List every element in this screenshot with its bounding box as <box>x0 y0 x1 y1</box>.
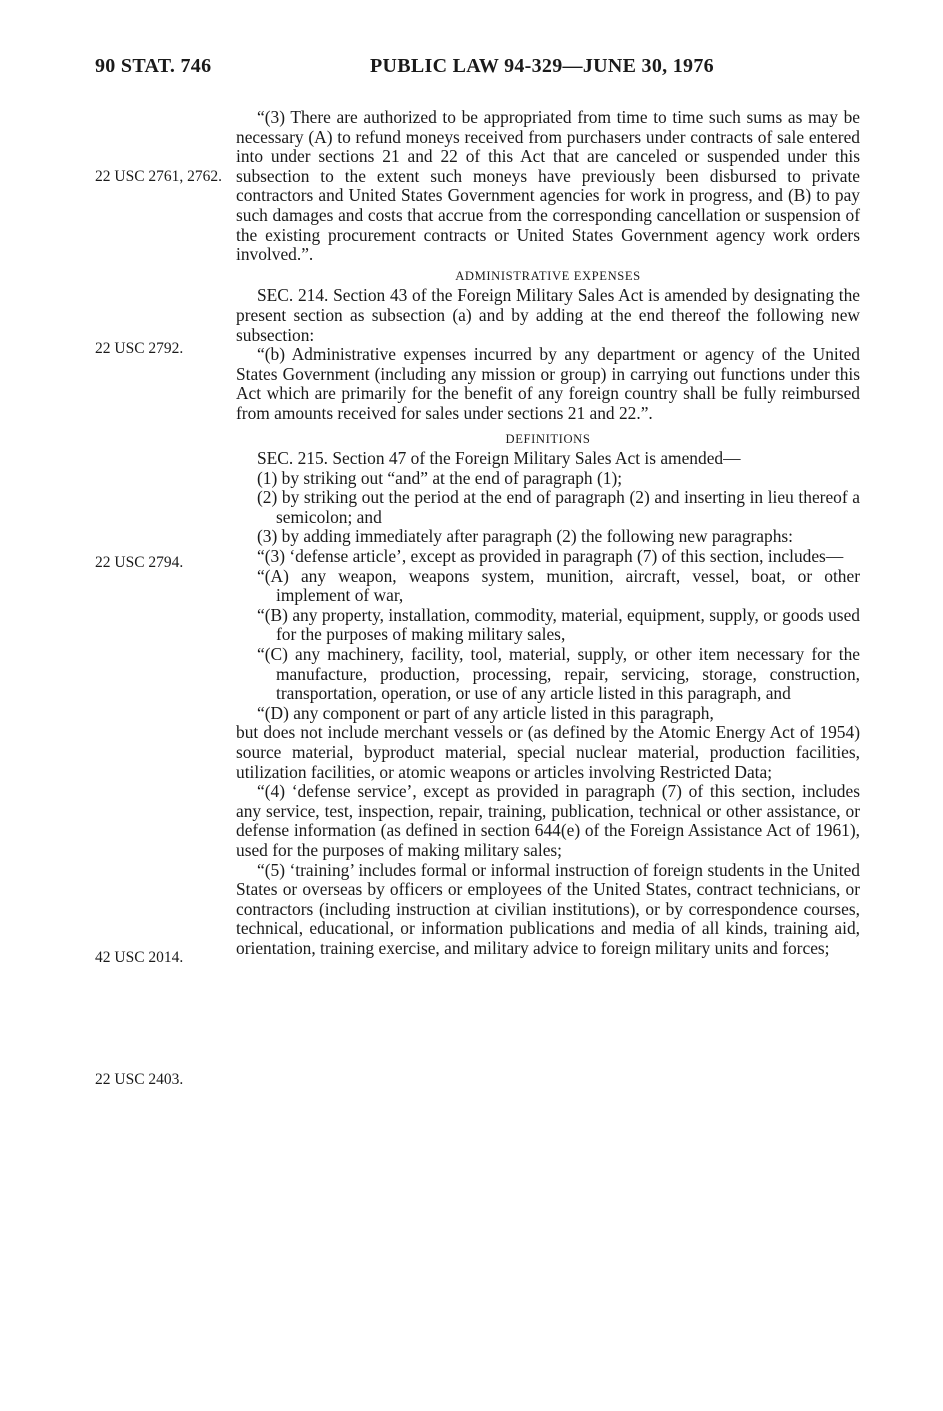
margin-note-2761: 22 USC 2761, 2762. <box>95 168 223 185</box>
heading-administrative-expenses: ADMINISTRATIVE EXPENSES <box>455 268 641 283</box>
paragraph-3: “(3) There are authorized to be appropriated from time to time such sums as may be necessary (A) to refund moneys received from purchasers under contracts of sale entered into under sections 21 and 22 of this Act that are canceled or suspended under this subsection to the extent such moneys have previously been disbursed to private contractors and United States Government agencies for work in progress, and (B) to pay such damages and costs that accrue from the corresponding cancellation or suspension of the existing procurement contracts or United States Government agency work orders involved.”. <box>236 107 860 265</box>
definition-3: “(3) ‘defense article’, except as provided in paragraph (7) of this section, includes— <box>257 546 844 567</box>
definition-3d: “(D) any component or part of any article listed in this paragraph, <box>257 702 714 723</box>
margin-note-2403: 22 USC 2403. <box>95 1071 184 1088</box>
margin-note-2792: 22 USC 2792. <box>95 340 184 357</box>
margin-note-2014: 42 USC 2014. <box>95 949 184 966</box>
running-title: PUBLIC LAW 94-329—JUNE 30, 1976 <box>370 55 714 77</box>
definition-3a: “(A) any weapon, weapons system, munition, aircraft, vessel, boat, or other implement of war, <box>257 565 860 606</box>
definition-5: “(5) ‘training’ includes formal or informal instruction of foreign students in the United States or overseas by officers or employees of the United States, contract technicians, or contractors (including instruction at civilian institutions), or by correspondence courses, technical, educational, or information publications and media of all kinds, training aid, orientation, training exercise, and military advice to foreign military units and forces; <box>236 859 860 958</box>
definition-3b: “(B) any property, installation, commodity, material, equipment, supply, or goods used for the purposes of making military sales, <box>257 604 860 645</box>
page-number: 90 STAT. 746 <box>95 55 212 77</box>
heading-definitions: DEFINITIONS <box>505 431 591 446</box>
subsection-b: “(b) Administrative expenses incurred by any department or agency of the United States Government (including any mission or group) in carrying out functions under this Act which are primarily for the benefit of any foreign country shall be fully reimbursed from amounts received for sales under sections 21 and 22.”. <box>236 344 860 423</box>
section-215: SEC. 215. Section 47 of the Foreign Military Sales Act is amended— <box>257 448 741 469</box>
definition-3-exclusions: but does not include merchant vessels or (as defined by the Atomic Energy Act of 1954) source material, byproduct material, special nuclear material, production facilities, utilization facilities, or atomic weapons or articles involving Restricted Data; <box>236 722 860 782</box>
body-text <box>236 108 860 959</box>
section-214: SEC. 214. Section 43 of the Foreign Military Sales Act is amended by designating the present section as subsection (a) and by adding at the end thereof the following new subsection: <box>236 285 860 345</box>
definition-4: “(4) ‘defense service’, except as provided in paragraph (7) of this section, includes any service, test, inspection, repair, training, publication, technical or other assistance, or defense information (as defined in section 644(e) of the Foreign Assistance Act of 1961), used for the purposes of making military sales; <box>236 781 860 860</box>
amendment-1: (1) by striking out “and” at the end of paragraph (1); <box>257 467 623 488</box>
margin-note-2794: 22 USC 2794. <box>95 554 184 571</box>
definition-3c: “(C) any machinery, facility, tool, material, supply, or other item necessary for the manufacture, production, processing, repair, servicing, storage, construction, transportation, operation, or use of any article listed in this paragraph, and <box>257 644 860 704</box>
amendment-3: (3) by adding immediately after paragraph (2) the following new paragraphs: <box>257 526 794 547</box>
amendment-2: (2) by striking out the period at the end of paragraph (2) and inserting in lieu thereof a semicolon; and <box>257 487 860 527</box>
